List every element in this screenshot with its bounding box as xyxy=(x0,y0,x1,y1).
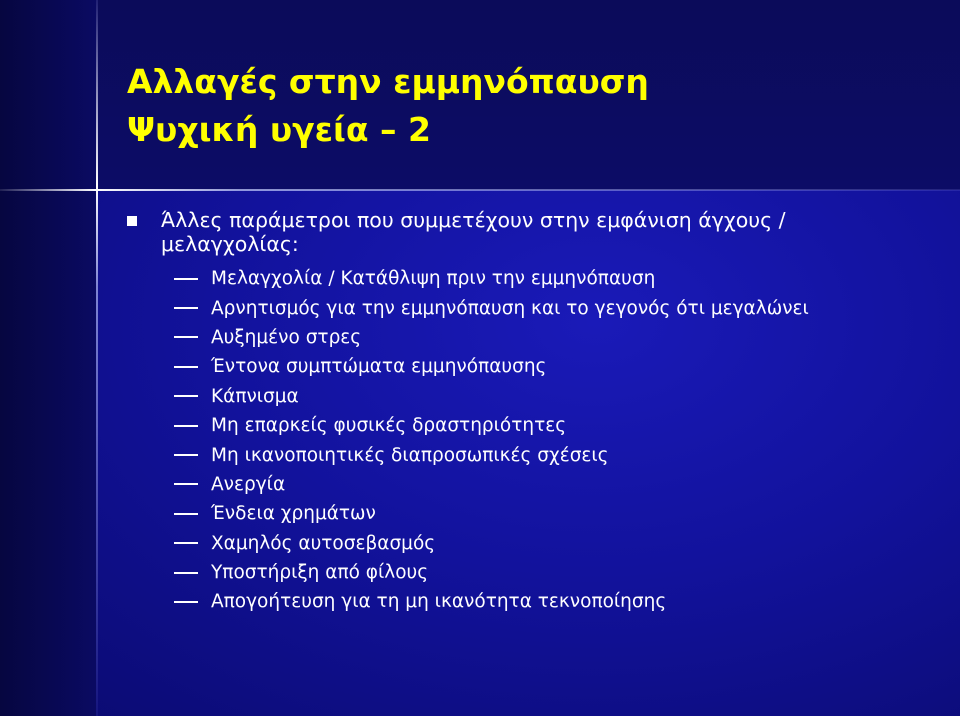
slide-title-line-2: Ψυχική υγεία – 2 xyxy=(127,110,431,149)
dash-bullet-icon xyxy=(174,601,198,603)
sub-bullet-item xyxy=(127,293,927,322)
dash-bullet-icon xyxy=(174,572,198,574)
main-bullet xyxy=(127,208,927,256)
sub-bullet-item xyxy=(127,264,927,293)
sub-bullet-text: Μελαγχολία / Κατάθλιψη πριν την εμμηνόπαυση xyxy=(211,268,656,290)
sub-bullet-list xyxy=(127,264,927,617)
sub-bullet-text: Ανεργία xyxy=(211,473,286,495)
sub-bullet-item xyxy=(127,499,927,528)
slide-title xyxy=(127,58,649,154)
sub-bullet-text: Απογοήτευση για τη μη ικανότητα τεκνοποίησης xyxy=(211,591,667,613)
dash-bullet-icon xyxy=(174,513,198,515)
sub-bullet-text: Έντονα συμπτώματα εμμηνόπαυσης xyxy=(211,356,547,378)
sub-bullet-item xyxy=(127,440,927,469)
dash-bullet-icon xyxy=(174,395,198,397)
sub-bullet-item xyxy=(127,352,927,381)
sub-bullet-text: Μη ικανοποιητικές διαπροσωπικές σχέσεις xyxy=(211,444,609,466)
sub-bullet-text: Ένδεια χρημάτων xyxy=(211,503,376,525)
dash-bullet-icon xyxy=(174,542,198,544)
sub-bullet-item xyxy=(127,382,927,411)
dash-bullet-icon xyxy=(174,307,198,309)
main-bullet-text: Άλλες παράμετροι που συμμετέχουν στην εμφάνιση άγχους / μελαγχολίας: xyxy=(161,208,786,256)
decorative-horizontal-line xyxy=(0,189,960,191)
sub-bullet-text: Αρνητισμός για την εμμηνόπαυση και το γεγονός ότι μεγαλώνει xyxy=(211,297,809,319)
sub-bullet-item xyxy=(127,529,927,558)
sub-bullet-text: Υποστήριξη από φίλους xyxy=(211,562,429,584)
sub-bullet-text: Αυξημένο στρες xyxy=(211,326,362,348)
sub-bullet-text: Κάπνισμα xyxy=(211,385,299,407)
square-bullet-icon xyxy=(127,216,137,226)
dash-bullet-icon xyxy=(174,425,198,427)
dash-bullet-icon xyxy=(174,483,198,485)
dash-bullet-icon xyxy=(174,336,198,338)
slide-title-line-1: Αλλαγές στην εμμηνόπαυση xyxy=(127,62,649,101)
decorative-vertical-line xyxy=(96,0,98,716)
left-band xyxy=(0,0,96,716)
sub-bullet-item xyxy=(127,323,927,352)
dash-bullet-icon xyxy=(174,278,198,280)
sub-bullet-item xyxy=(127,470,927,499)
dash-bullet-icon xyxy=(174,366,198,368)
sub-bullet-text: Μη επαρκείς φυσικές δραστηριότητες xyxy=(211,415,567,437)
dash-bullet-icon xyxy=(174,454,198,456)
sub-bullet-item xyxy=(127,587,927,616)
sub-bullet-item xyxy=(127,558,927,587)
slide-content xyxy=(127,208,927,617)
sub-bullet-item xyxy=(127,411,927,440)
sub-bullet-text: Χαμηλός αυτοσεβασμός xyxy=(211,532,436,554)
